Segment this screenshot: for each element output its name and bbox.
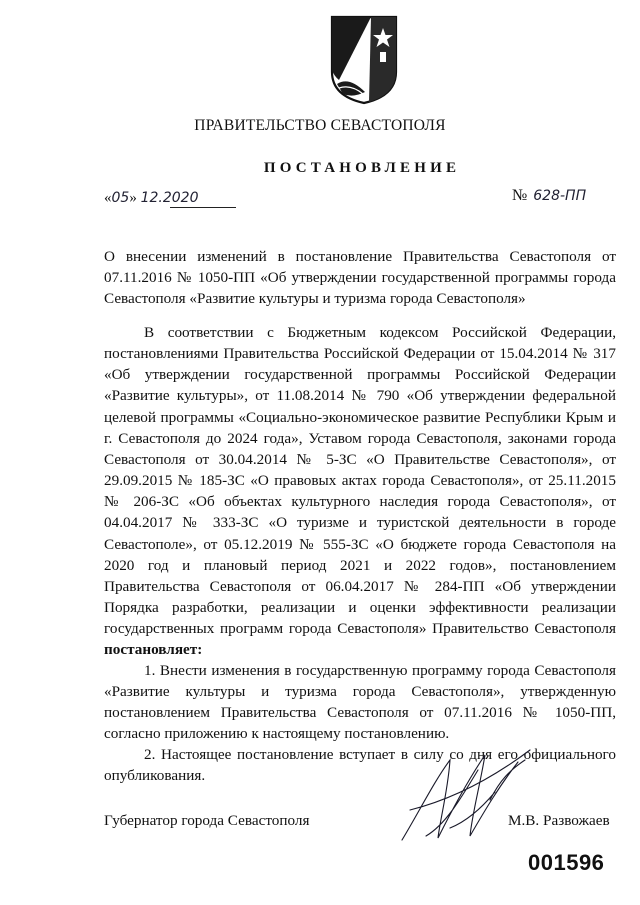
number-sign: № — [512, 187, 528, 204]
date-day: 05 — [111, 190, 130, 206]
date-open-quote: « — [104, 190, 112, 206]
resolution-item-2: 2. Настоящее постановление вступает в силу со дня его официального опубликования. — [104, 746, 616, 784]
document-number — [512, 187, 586, 205]
date-close-quote: » — [129, 190, 137, 206]
document-type-title: ПОСТАНОВЛЕНИЕ — [263, 160, 461, 176]
registration-number: 001596 — [528, 850, 605, 875]
date-underline — [170, 207, 236, 208]
preamble-paragraph — [104, 322, 616, 661]
document-subject: О внесении изменений в постановление Правительства Севастополя от 07.11.2016 № 1050-ПП «Об утверждении государственной программы города Севастополя «Развитие культуры и туризма города Севастополя» — [104, 248, 616, 307]
document-date — [104, 190, 198, 207]
handwritten-signature — [390, 740, 540, 850]
signatory-position: Губернатор города Севастополя — [104, 812, 310, 829]
signatory-name: М.В. Развожаев — [508, 812, 610, 829]
resolution-item-1: 1. Внести изменения в государственную программу города Севастополя «Развитие культуры и туризма города Севастополя», утвержденную постановлением Правительства Севастополя от 07.11.2016 № 1050-ПП, согласно приложению к настоящему постановлению. — [104, 662, 616, 742]
coat-of-arms-emblem — [329, 14, 399, 106]
number-value: 628-ПП — [533, 188, 587, 204]
preamble-text: В соответствии с Бюджетным кодексом Российской Федерации, постановлениями Правительства Российской Федерации от 15.04.2014 № 317 «Об утверждении государственной программы Российской Федерации «Развитие культуры», от 11.08.2014 № 790 «Об утверждении федеральной целевой программы «Социально-экономическое развитие Республики Крым и г. Севастополя до 2024 года», Уставом города Севастополя, законами города Севастополя от 30.04.2014 № 5-ЗС «О Правительстве Севастополя», от 29.09.2015 № 185-ЗС «О правовых актах города Севастополя», от 25.11.2015 № 206-ЗС «Об объектах культурного наследия города Севастополя», от 04.04.2017 № 333-ЗС «О туризме и туристской деятельности в городе Севастополе», от 05.12.2019 № 555-ЗС «О бюджете города Севастополя на 2020 год и плановый период 2021 и 2022 годов», постановлением Правительства Севастополя от 06.04.2017 № 284-ПП «Об утверждении Порядка разработки, реализации и оценки эффективности реализации государственных программ города Севастополя» Правительство Севастополя — [104, 324, 616, 638]
government-name: ПРАВИТЕЛЬСТВО СЕВАСТОПОЛЯ — [194, 117, 446, 134]
date-month-year: 12.2020 — [140, 190, 199, 206]
decision-word: постановляет: — [104, 641, 203, 659]
